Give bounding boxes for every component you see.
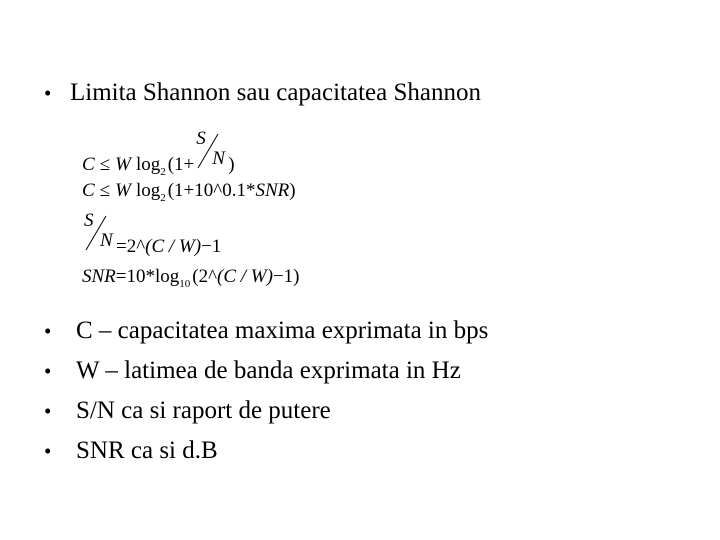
fraction-denominator: N — [100, 230, 113, 251]
fraction-s-over-n — [82, 212, 116, 252]
bullet-text: SNR ca si d.B — [76, 437, 218, 464]
formula-symbol: (C / W) — [217, 266, 273, 287]
formula-block — [82, 124, 402, 299]
bullet-text: S/N ca si raport de putere — [76, 397, 331, 424]
formula-operator: ≤ — [99, 180, 111, 201]
bullet-item — [44, 358, 461, 383]
formula-symbol: SNR — [82, 266, 116, 287]
bullet-text: C – capacitatea maxima exprimata in bps — [76, 317, 489, 344]
heading-bullet-row — [44, 80, 481, 105]
bullet-item — [44, 438, 218, 463]
heading-text: Limita Shannon sau capacitatea Shannon — [70, 79, 481, 106]
formula-subscript: 2 — [160, 166, 166, 178]
bullet-dot: • — [44, 81, 52, 105]
bullet-dot: • — [44, 359, 52, 383]
formula-symbol: W — [115, 180, 131, 201]
formula-text: ) — [228, 154, 235, 175]
formula-text: −1 — [201, 236, 222, 257]
formula-text: =10*log — [115, 266, 180, 287]
formula-text: (1+10^0.1* — [167, 180, 256, 201]
formula-text: =2^ — [116, 236, 146, 257]
formula-subscript: 2 — [160, 192, 166, 204]
formula-sn-ratio — [82, 212, 221, 258]
formula-text: −1) — [272, 266, 300, 287]
formula-symbol: SNR — [255, 180, 290, 201]
formula-snr-db — [82, 266, 300, 288]
formula-text: log — [135, 154, 161, 175]
formula-symbol: W — [115, 154, 131, 175]
formula-capacity — [82, 130, 235, 176]
formula-text: log — [135, 180, 161, 201]
formula-symbol: C — [82, 180, 95, 201]
formula-text: (2^ — [192, 266, 218, 287]
fraction-s-over-n — [194, 130, 228, 170]
formula-symbol: C — [82, 154, 95, 175]
formula-capacity-snr — [82, 180, 296, 202]
bullet-text: W – latimea de banda exprimata in Hz — [76, 357, 461, 384]
fraction-numerator: S — [196, 128, 206, 149]
fraction-denominator: N — [212, 148, 225, 169]
formula-text: (1+ — [167, 154, 195, 175]
bullet-item — [44, 398, 331, 423]
formula-symbol: (C / W) — [145, 236, 202, 257]
bullet-item — [44, 318, 488, 343]
fraction-numerator: S — [84, 210, 94, 231]
formula-subscript: 10 — [179, 278, 191, 290]
formula-operator: ≤ — [99, 154, 111, 175]
bullet-dot: • — [44, 319, 52, 343]
formula-text: ) — [289, 180, 296, 201]
bullet-dot: • — [44, 399, 52, 423]
bullet-dot: • — [44, 439, 52, 463]
